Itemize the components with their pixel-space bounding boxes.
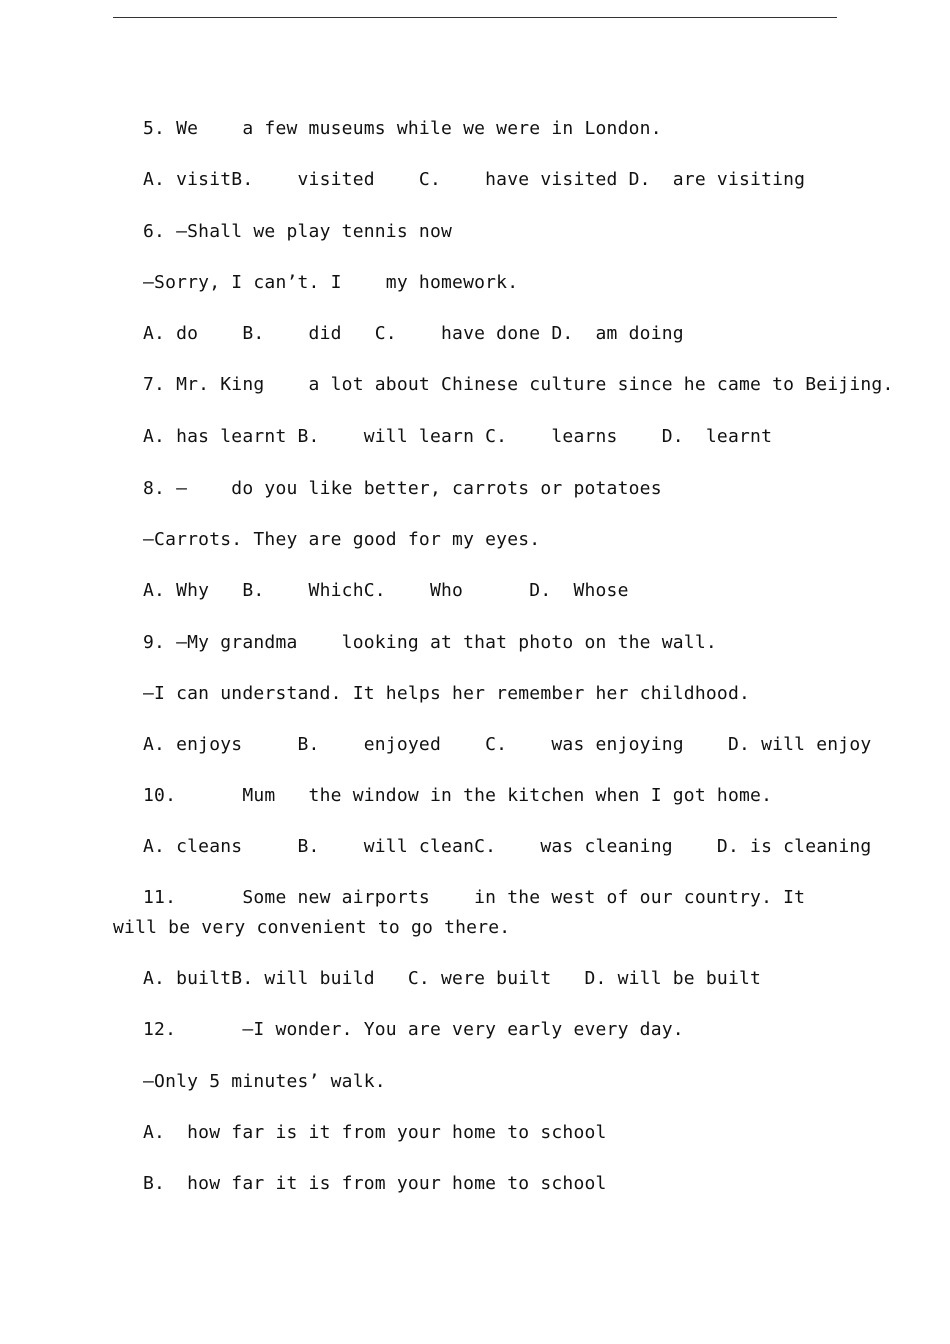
question-8-options: A. Why B. WhichC. Who D. Whose [143,580,629,601]
question-5-options: A. visitB. visited C. have visited D. are visiting [143,169,806,190]
question-9-options: A. enjoys B. enjoyed C. was enjoying D. will enjoy [143,734,872,755]
question-10-options: A. cleans B. will cleanC. was cleaning D. is cleaning [143,836,872,857]
question-12-option-a: A. how far is it from your home to school [143,1122,607,1143]
question-7-options: A. has learnt B. will learn C. learns D. learnt [143,426,773,447]
question-6-options: A. do B. did C. have done D. am doing [143,323,684,344]
header-rule [113,17,837,18]
question-11-options: A. builtB. will build C. were built D. will be built [143,968,762,989]
question-11-stem: 11. Some new airports in the west of our country. It will be very convenient to go there. [113,887,817,938]
question-7-stem: 7. Mr. King a lot about Chinese culture since he came to Beijing. [143,374,894,395]
question-9-stem: 9. —My grandma looking at that photo on the wall. [143,632,717,653]
question-6-stem: 6. —Shall we play tennis now [143,221,453,242]
question-8-stem: 8. — do you like better, carrots or potatoes [143,478,662,499]
question-12-reply: —Only 5 minutes’ walk. [143,1071,386,1092]
question-8-reply: —Carrots. They are good for my eyes. [143,529,541,550]
question-5-stem: 5. We a few museums while we were in London. [143,118,662,139]
question-9-reply: —I can understand. It helps her remember her childhood. [143,683,751,704]
question-12-stem: 12. —I wonder. You are very early every day. [143,1019,684,1040]
question-12-option-b: B. how far it is from your home to school [143,1173,607,1194]
question-6-reply: —Sorry, I can’t. I my homework. [143,272,519,293]
question-10-stem: 10. Mum the window in the kitchen when I got home. [143,785,773,806]
